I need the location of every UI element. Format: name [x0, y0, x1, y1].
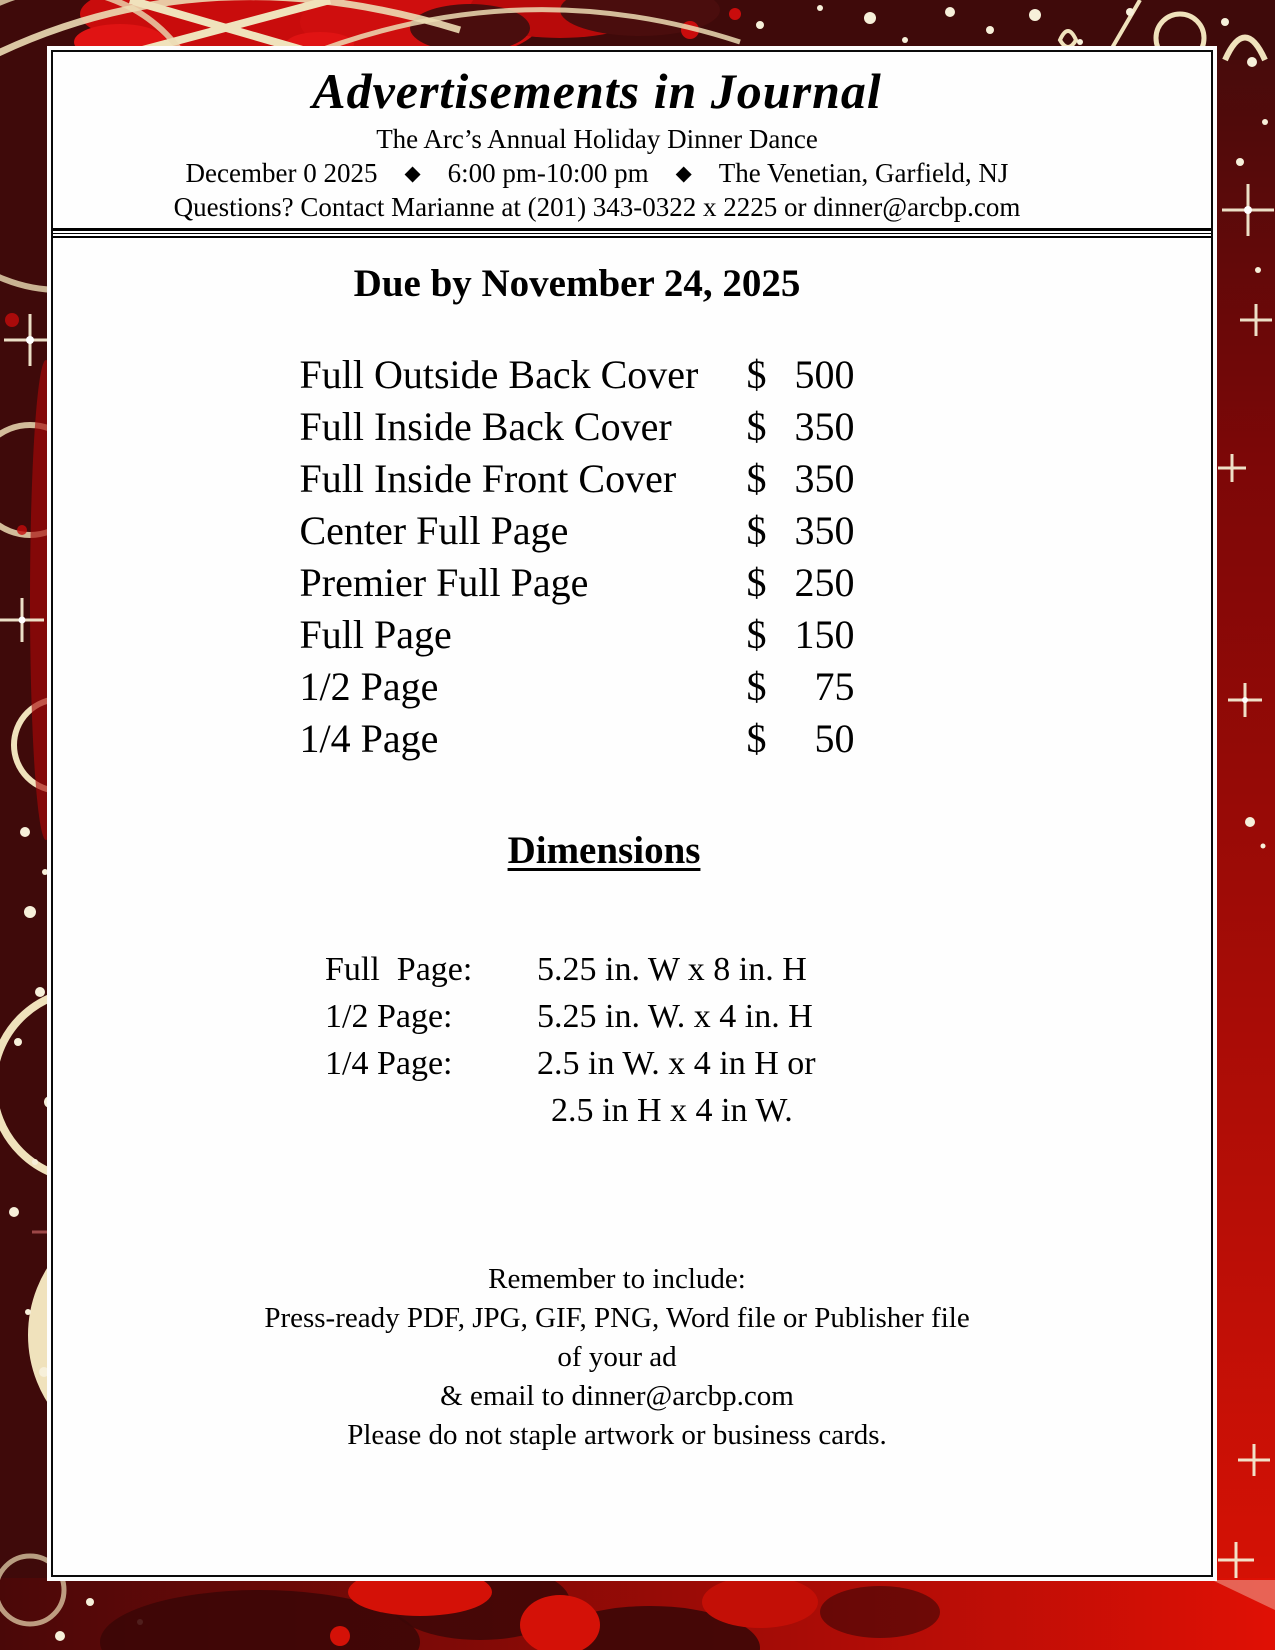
- price-row: [300, 661, 855, 713]
- dimensions-row: [325, 1040, 883, 1087]
- dimensions-heading: Dimensions: [507, 829, 701, 873]
- price-label: Premier Full Page: [299, 560, 589, 606]
- price-label: Center Full Page: [299, 508, 569, 554]
- footer-line: Please do not staple artwork or business cards.: [347, 1419, 887, 1452]
- event-date: December 0 2025: [185, 158, 378, 188]
- price-row: [300, 349, 855, 401]
- price-row: [300, 713, 855, 765]
- price-amount: 500: [794, 352, 855, 398]
- due-date-heading: Due by November 24, 2025: [353, 262, 801, 306]
- footer-instructions: [53, 1260, 1181, 1455]
- dollar-sign: $: [746, 664, 767, 710]
- dimensions-row: [325, 993, 883, 1040]
- price-row: [300, 401, 855, 453]
- price-row: [300, 609, 855, 661]
- flyer-header: [53, 60, 1141, 224]
- price-amount: 250: [794, 560, 855, 606]
- flyer-panel: [51, 50, 1213, 1577]
- event-subtitle: The Arc’s Annual Holiday Dinner Dance: [376, 124, 818, 154]
- dollar-sign: $: [746, 404, 767, 450]
- dimension-label: [325, 1087, 537, 1134]
- price-amount: 150: [794, 612, 855, 658]
- dollar-sign: $: [746, 612, 767, 658]
- dollar-sign: $: [746, 456, 767, 502]
- dimensions-row: [325, 1087, 883, 1134]
- dollar-sign: $: [746, 560, 767, 606]
- footer-line: & email to dinner@arcbp.com: [440, 1380, 794, 1413]
- price-label: Full Page: [299, 612, 452, 658]
- dimension-value: 2.5 in W. x 4 in H or: [537, 1045, 816, 1083]
- page-title: Advertisements in Journal: [312, 63, 882, 119]
- price-amount: 350: [794, 508, 855, 554]
- event-venue: The Venetian, Garfield, NJ: [718, 158, 1009, 188]
- dimension-label: 1/2 Page:: [325, 998, 453, 1036]
- price-label: 1/4 Page: [299, 716, 439, 762]
- divider-rule: [53, 228, 1211, 238]
- footer-line: Press-ready PDF, JPG, GIF, PNG, Word file or Publisher file: [264, 1302, 970, 1335]
- footer-line: Remember to include:: [488, 1263, 746, 1296]
- dollar-sign: $: [746, 352, 767, 398]
- dimension-value: 2.5 in H x 4 in W.: [551, 1092, 793, 1130]
- price-label: Full Inside Front Cover: [299, 456, 677, 502]
- diamond-icon: ◆: [675, 161, 692, 185]
- event-time: 6:00 pm-10:00 pm: [447, 158, 649, 188]
- dimensions-table: [325, 946, 883, 1134]
- price-label: 1/2 Page: [299, 664, 439, 710]
- dimensions-section: [53, 829, 1155, 1134]
- footer-line: of your ad: [557, 1341, 677, 1374]
- price-amount: 350: [794, 404, 855, 450]
- price-row: [300, 453, 855, 505]
- dimensions-row: [325, 946, 883, 993]
- dimension-value: 5.25 in. W. x 4 in. H: [537, 998, 813, 1036]
- price-row: [300, 505, 855, 557]
- price-label: Full Inside Back Cover: [299, 404, 672, 450]
- dimension-label: Full Page:: [325, 951, 473, 989]
- dollar-sign: $: [746, 716, 767, 762]
- price-list: [300, 349, 855, 765]
- price-label: Full Outside Back Cover: [299, 352, 699, 398]
- price-section: [53, 262, 1101, 765]
- dimension-label: 1/4 Page:: [325, 1045, 453, 1083]
- diamond-icon: ◆: [404, 161, 421, 185]
- contact-line: Questions? Contact Marianne at (201) 343-0322 x 2225 or dinner@arcbp.com: [173, 192, 1021, 222]
- price-amount: 350: [794, 456, 855, 502]
- event-details-line: [53, 156, 1141, 190]
- dimension-value: 5.25 in. W x 8 in. H: [537, 951, 807, 989]
- price-row: [300, 557, 855, 609]
- dollar-sign: $: [746, 508, 767, 554]
- price-amount: 75: [814, 664, 855, 710]
- price-amount: 50: [814, 716, 855, 762]
